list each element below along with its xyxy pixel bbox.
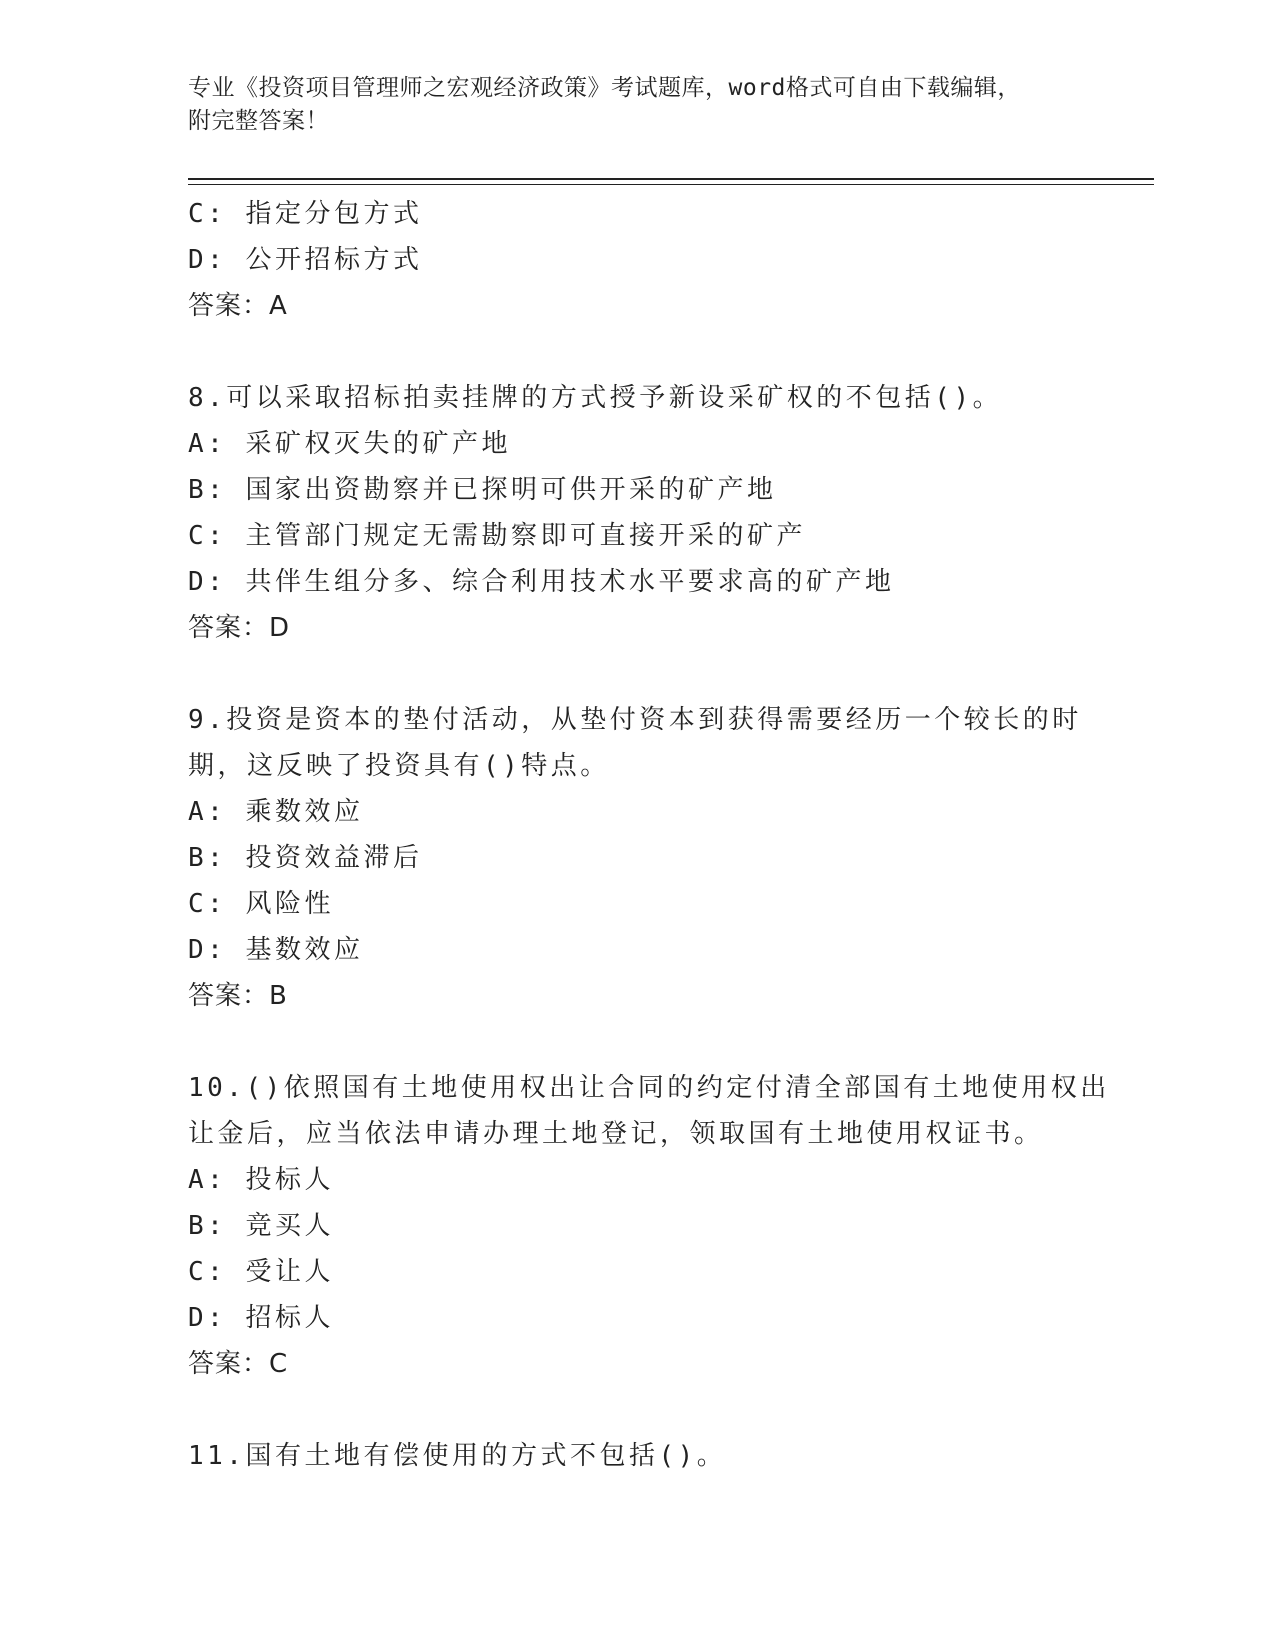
header-divider-thin [188,184,1154,185]
question-stem: 11.国有土地有偿使用的方式不包括()。 [188,1441,727,1471]
answer-label: 答案： [188,981,270,1011]
question-8-block [188,375,1088,651]
answer-value: A [269,291,288,321]
header-line-1: 专业《投资项目管理师之宏观经济政策》考试题库，word格式可自由下载编辑， [188,75,1021,101]
answer-line [188,973,1088,1019]
answer-label: 答案： [188,291,270,321]
option-b: B: 投资效益滞后 [188,843,423,873]
option-d: D: 招标人 [188,1303,334,1333]
prev-question-block [188,191,1088,329]
option-a: A: 投标人 [188,1165,334,1195]
option-b: B: 竞买人 [188,1211,334,1241]
header-divider-thick [188,178,1154,180]
answer-value: C [269,1349,289,1379]
option-a: A: 乘数效应 [188,797,364,827]
question-9-block [188,697,1088,1019]
question-stem: 10.()依照国有土地使用权出让合同的约定付清全部国有土地使用权出 [188,1073,1110,1103]
question-stem: 8.可以采取招标拍卖挂牌的方式授予新设采矿权的不包括()。 [188,383,1003,413]
answer-value: D [269,613,291,643]
answer-label: 答案： [188,1349,270,1379]
option-d: D: 公开招标方式 [188,245,423,275]
option-b: B: 国家出资勘察并已探明可供开采的矿产地 [188,475,777,505]
question-10-block [188,1065,1110,1387]
answer-value: B [269,981,288,1011]
header-line-2: 附完整答案！ [188,108,329,134]
question-stem-continued: 让金后，应当依法申请办理土地登记，领取国有土地使用权证书。 [188,1119,1044,1149]
question-stem: 9.投资是资本的垫付活动，从垫付资本到获得需要经历一个较长的时 [188,705,1082,735]
question-stem-continued: 期，这反映了投资具有()特点。 [188,751,610,781]
option-c: C: 风险性 [188,889,334,919]
question-list [188,191,1110,1479]
option-c: C: 受让人 [188,1257,334,1287]
option-c: C: 主管部门规定无需勘察即可直接开采的矿产 [188,521,806,551]
answer-line [188,1341,1088,1387]
option-d: D: 共伴生组分多、综合利用技术水平要求高的矿产地 [188,567,895,597]
answer-line [188,283,1088,329]
answer-line [188,605,1088,651]
option-c: C: 指定分包方式 [188,199,423,229]
option-d: D: 基数效应 [188,935,364,965]
document-header [188,72,1068,138]
option-a: A: 采矿权灭失的矿产地 [188,429,511,459]
answer-label: 答案： [188,613,270,643]
question-11-block [188,1433,1088,1479]
